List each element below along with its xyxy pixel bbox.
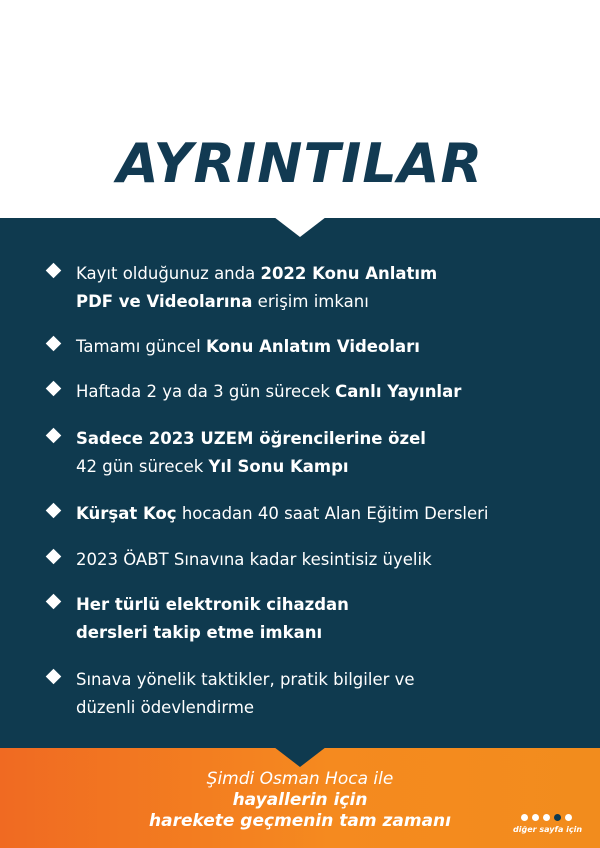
bold-text: 2022 Konu Anlatım	[260, 264, 438, 283]
diamond-bullet-icon	[46, 503, 62, 519]
footer-line-1: Şimdi Osman Hoca ile	[206, 769, 394, 789]
bold-text: Her türlü elektronik cihazdan	[76, 595, 349, 614]
bold-text: Kürşat Koç	[76, 504, 177, 523]
plain-text: Tamamı güncel	[76, 337, 206, 356]
list-item-line	[76, 694, 576, 722]
panel-notch	[274, 217, 326, 237]
list-item-text	[76, 666, 576, 722]
plain-text: Haftada 2 ya da 3 gün sürecek	[76, 382, 336, 401]
dot-icon	[565, 814, 572, 821]
bold-text: Yıl Sonu Kampı	[208, 457, 349, 476]
list-item-text	[76, 546, 576, 574]
footer-line-3: harekete geçmenin tam zamanı	[149, 811, 451, 831]
list-item-line	[76, 453, 576, 481]
plain-text: 42 gün sürecek	[76, 457, 209, 476]
bold-text: Sadece 2023 UZEM öğrencilerine özel	[76, 429, 426, 448]
list-item-line	[76, 546, 576, 574]
dot-icon	[521, 814, 528, 821]
bold-text: Canlı Yayınlar	[335, 382, 462, 401]
list-item-text	[76, 500, 576, 528]
plain-text: erişim imkanı	[252, 292, 369, 311]
diamond-bullet-icon	[46, 594, 62, 610]
dot-icon	[543, 814, 550, 821]
list-item-line	[76, 619, 576, 647]
diamond-bullet-icon	[46, 669, 62, 685]
details-panel	[0, 218, 600, 748]
list-item-text	[76, 425, 576, 481]
list-item-line	[76, 288, 576, 316]
list-item-text	[76, 591, 576, 647]
list-item-line	[76, 666, 576, 694]
dot-icon	[532, 814, 539, 821]
diamond-bullet-icon	[46, 428, 62, 444]
bold-text: Konu Anlatım Videoları	[206, 337, 420, 356]
next-page-label[interactable]: diğer sayfa için	[513, 825, 583, 834]
list-item-line	[76, 500, 576, 528]
list-item-line	[76, 378, 576, 406]
diamond-bullet-icon	[46, 549, 62, 565]
diamond-bullet-icon	[46, 263, 62, 279]
plain-text: Sınava yönelik taktikler, pratik bilgiler ve	[76, 670, 415, 689]
list-item-text	[76, 260, 576, 316]
details-list	[0, 218, 600, 748]
plain-text: hocadan 40 saat Alan Eğitim Dersleri	[176, 504, 489, 523]
bold-text: PDF ve Videolarına	[76, 292, 253, 311]
plain-text: Kayıt olduğunuz anda	[76, 264, 261, 283]
diamond-bullet-icon	[46, 336, 62, 352]
dot-icon	[554, 814, 561, 821]
next-page-dots[interactable]	[521, 814, 581, 824]
diamond-bullet-icon	[46, 381, 62, 397]
footer-line-2: hayallerin için	[232, 790, 368, 810]
page-title: AYRINTILAR	[116, 132, 484, 195]
bold-text: dersleri takip etme imkanı	[76, 623, 323, 642]
list-item-line	[76, 425, 576, 453]
list-item-line	[76, 591, 576, 619]
footer-notch	[274, 747, 326, 767]
list-item-line	[76, 260, 576, 288]
list-item-line	[76, 333, 576, 361]
list-item-text	[76, 378, 576, 406]
list-item-text	[76, 333, 576, 361]
plain-text: 2023 ÖABT Sınavına kadar kesintisiz üyelik	[76, 550, 432, 569]
plain-text: düzenli ödevlendirme	[76, 698, 255, 717]
title-area	[0, 0, 600, 218]
